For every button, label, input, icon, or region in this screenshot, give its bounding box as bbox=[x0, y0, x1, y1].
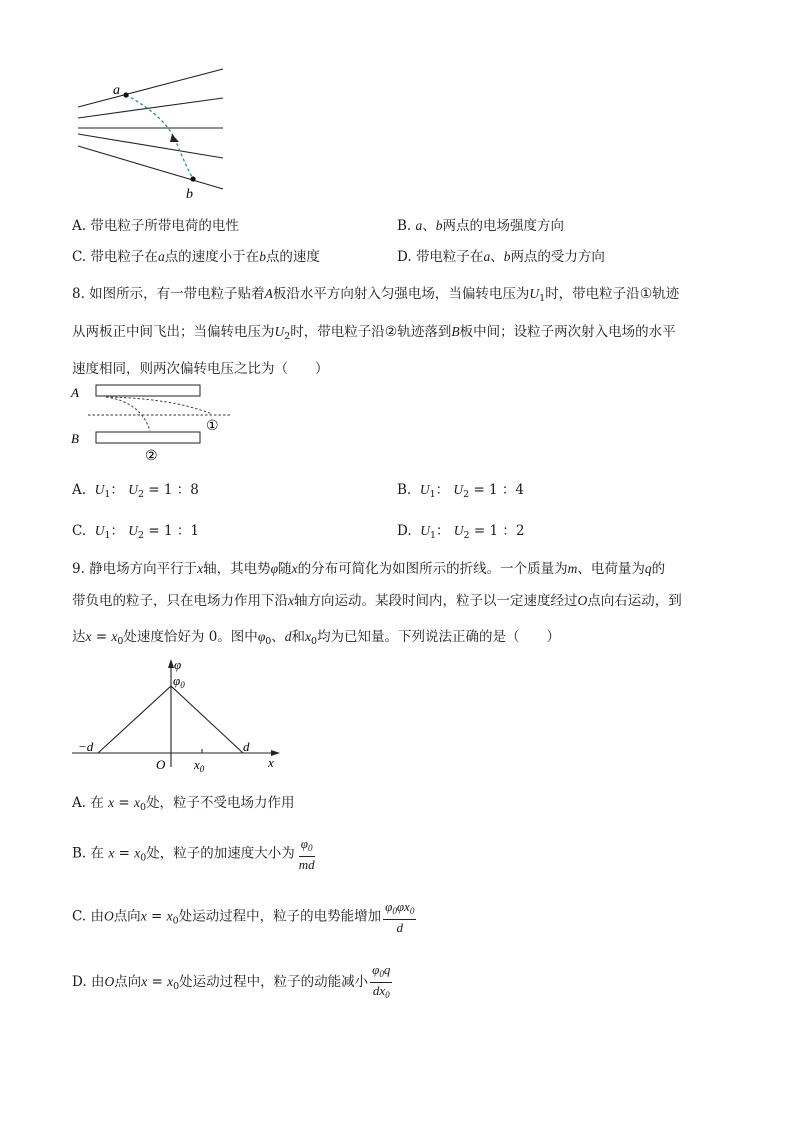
q7-option-c: C. 带电粒子在a点的速度小于在b点的速度 bbox=[72, 249, 320, 265]
point-b bbox=[190, 176, 195, 181]
point-a bbox=[123, 92, 128, 97]
plates-figure bbox=[66, 380, 246, 465]
q8-option-c: C. $U_1$： $U_2 = 1$ ：1 bbox=[72, 523, 199, 541]
trajectory-path bbox=[126, 95, 193, 179]
neg-d-label: −d bbox=[78, 739, 94, 754]
phi-axis-label: φ bbox=[174, 657, 182, 672]
q9-option-c: C. 由O点向$x = x_0$处运动过程中，粒子的电势能增加 $\frac{\varphi_0\varphi x_0}{d}$ bbox=[72, 899, 415, 935]
d-label: d bbox=[243, 739, 250, 754]
q7-option-d: D. 带电粒子在a、b两点的受力方向 bbox=[397, 249, 605, 265]
x0-label: $x_0$ bbox=[194, 757, 205, 774]
q9-line-3: 达$x = x_0$处速度恰好为 0。图中$\varphi_0$、d和$x_0$均为已知量。下列说法正确的是（ ） bbox=[72, 629, 561, 647]
q9-option-a: A. 在 $x = x_0$处，粒子不受电场力作用 bbox=[72, 795, 295, 813]
path-2-label: ② bbox=[145, 449, 158, 464]
q9-c-fraction: $\frac{\varphi_0\varphi x_0}{d}$ bbox=[385, 899, 415, 935]
q8-option-d: D. $U_1$： $U_2 = 1$ ：2 bbox=[397, 523, 525, 541]
q9-d-fraction: $\frac{\varphi_0q}{dx_0}$ bbox=[372, 962, 391, 1000]
trajectory-arrow bbox=[170, 134, 179, 142]
plate-b-label: B bbox=[71, 431, 79, 446]
q8-line-3: 速度相同，则两次偏转电压之比为（ ） bbox=[72, 361, 329, 377]
label-b: b bbox=[186, 187, 193, 202]
phi0-label: $\varphi_0$ bbox=[173, 673, 185, 690]
plate-a-label: A bbox=[71, 385, 79, 400]
q9-option-b: B. 在 $x = x_0$处，粒子的加速度大小为 $\frac{\varphi_0}{md}$ bbox=[72, 836, 315, 872]
q8-option-b: B. $U_1$： $U_2 = 1$ ：4 bbox=[397, 482, 525, 500]
label-a: a bbox=[113, 83, 120, 98]
q9-line-1: 9. 静电场方向平行于x轴，其电势φ随x的分布可简化为如图所示的折线。一个质量为m、电荷量为q的 bbox=[72, 561, 666, 577]
x-axis-label: x bbox=[268, 755, 274, 770]
q7-option-a: A. 带电粒子所带电荷的电性 bbox=[72, 218, 239, 234]
q9-option-d: D. 由O点向$x = x_0$处运动过程中，粒子的动能减小 $\frac{\varphi_0q}{dx_0}$ bbox=[72, 962, 394, 1003]
q7-option-b: B. a、b两点的电场强度方向 bbox=[397, 218, 565, 234]
q8-line-1: 8. 如图所示，有一带电粒子贴着A板沿水平方向射入匀强电场，当偏转电压为$U_1$时，带电粒子沿①轨迹 bbox=[72, 286, 680, 304]
q9-line-2: 带负电的粒子，只在电场力作用下沿x轴方向运动。某段时间内，粒子以一定速度经过O点向右运动，到 bbox=[72, 593, 682, 609]
q8-line-2: 从两板正中间飞出；当偏转电压为$U_2$时，带电粒子沿②轨迹落到B板中间；设粒子两次射入电场的水平 bbox=[72, 324, 676, 342]
q8-option-a: A. $U_1$： $U_2 = 1$ ：8 bbox=[72, 482, 199, 500]
field-lines-figure bbox=[72, 62, 232, 202]
origin-label: O bbox=[156, 757, 166, 772]
q9-b-fraction: $\frac{\varphi_0}{md}$ bbox=[298, 836, 315, 872]
potential-graph bbox=[70, 655, 285, 775]
path-1-label: ① bbox=[206, 419, 219, 434]
